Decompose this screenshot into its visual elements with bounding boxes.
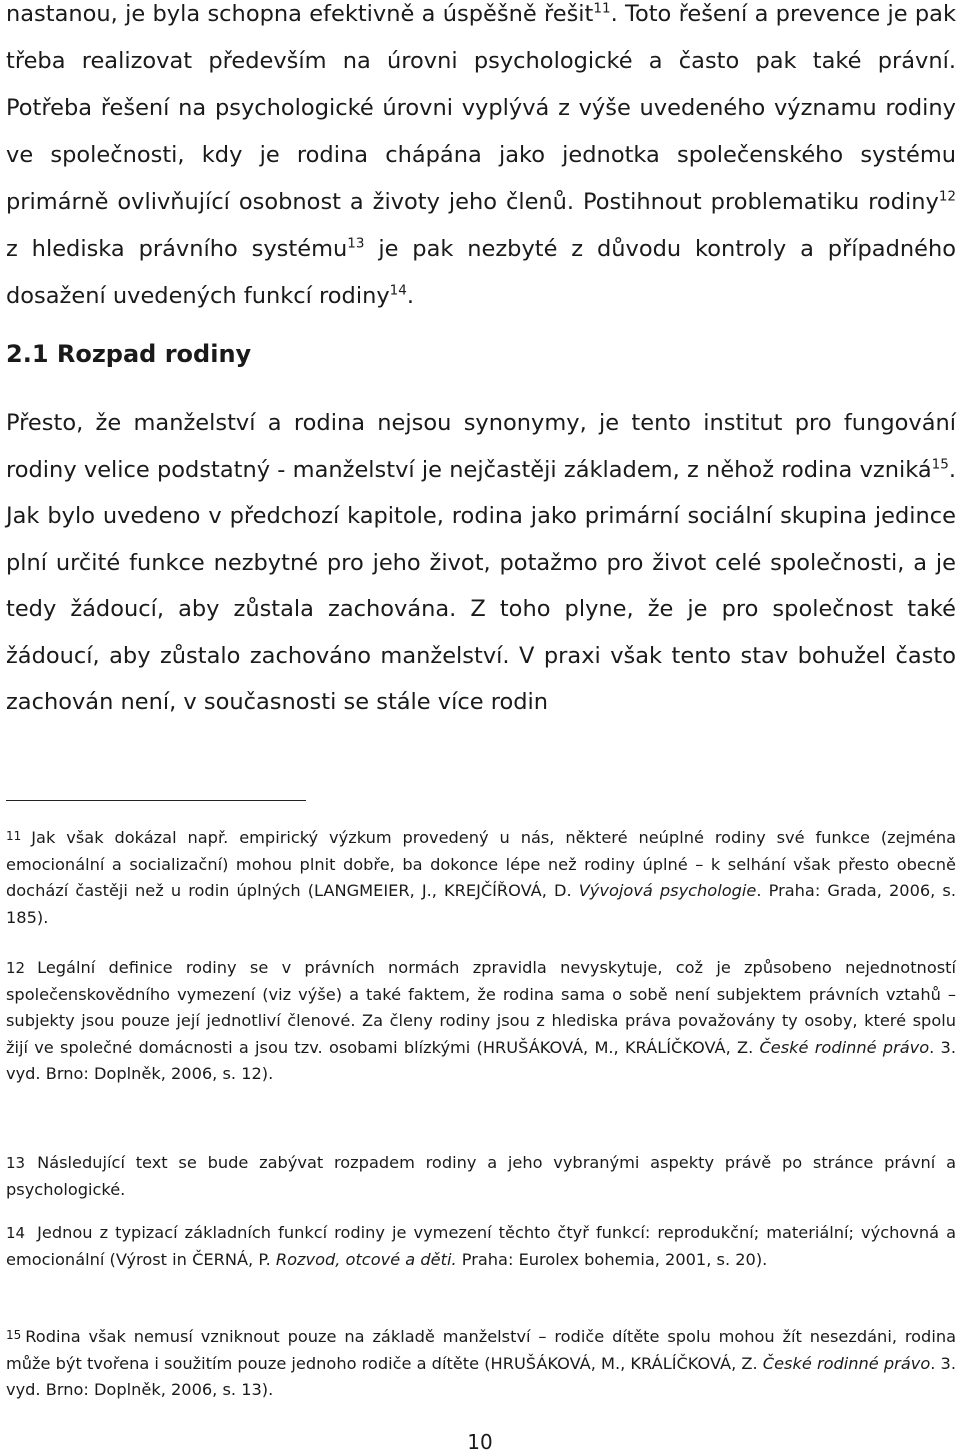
footnote-ref-12[interactable]: 12 (938, 188, 956, 205)
body-paragraph-1: nastanou, je byla schopna efektivně a úspěšně řešit$^{11}$. Toto řešení a prevence je pak třeba realizovat především na úrovni psychologické a často pak také právní. Potřeba řešení na psychologické úrovni vyplývá z výše uvedeného významu rodiny ve společnosti, kdy je rodina chápána jako jednotka společenského systému primárně ovlivňující osobnost a životy jeho členů. Postihnout problematiku rodiny$^{12}$ z hlediska právního systému$^{13}$ je pak nezbyté z důvodu kontroly a případného dosažení uvedených funkcí rodiny$^{14}$. (6, 0, 957, 309)
body-paragraph-2: Přesto, že manželství a rodina nejsou synonymy, je tento institut pro fungování rodiny velice podstatný - manželství je nejčastěji základem, z něhož rodina vzniká$^{15}$. Jak bylo uvedeno v předchozí kapitole, rodina jako primární sociální skupina jedince plní určité funkce nezbytné pro jeho život, potažmo pro život celé společnosti, a je tedy žádoucí, aby zůstala zachována. Z toho plyne, že je pro společnost také žádoucí, aby zůstalo zachováno manželství. V praxi však tento stav bohužel často zachován není, v současnosti se stále více rodin (6, 410, 956, 715)
footnote-separator (6, 800, 306, 801)
footnote-number: 13 (6, 1154, 26, 1172)
footnote-ref-13[interactable]: 13 (347, 235, 365, 252)
footnote-15: 15 Rodina však nemusí vzniknout pouze na základě manželství – rodiče dítěte spolu mohou žít nesezdáni, rodina může být tvořena i soužitím pouze jednoho rodiče a dítěte (HRUŠÁKOVÁ, M., KRÁLÍČKOVÁ, Z. České rodinné právo. 3. vyd. Brno: Doplněk, 2006, s. 13). (6, 1327, 956, 1399)
footnote-number: 14 (6, 1224, 26, 1242)
section-heading: 2.1 Rozpad rodiny (6, 340, 252, 368)
footnote-13: 13 Následující text se bude zabývat rozpadem rodiny a jeho vybranými aspekty právě po stránce právní a psychologické. (6, 1153, 956, 1199)
page-number: 10 (467, 1430, 493, 1454)
footnote-ref-14[interactable]: 14 (389, 282, 407, 299)
footnote-14: 14 Jednou z typizací základních funkcí rodiny je vymezení těchto čtyř funkcí: reprodukční; materiální; výchovná a emocionální (Výrost in ČERNÁ, P. Rozvod, otcové a děti. Praha: Eurolex bohemia, 2001, s. 20). (6, 1223, 956, 1269)
footnote-11: 11 Jak však dokázal např. empirický výzkum provedený u nás, některé neúplné rodiny své funkce (zejména emocionální a socializační) mohou plnit dobře, ba dokonce lépe než rodiny úplné – k selhání však přesto obecně dochází častěji než u rodin úplných (LANGMEIER, J., KREJČÍŘOVÁ, D. Vývojová psychologie. Praha: Grada, 2006, s. 185). (6, 828, 956, 927)
footnote-number: 15 (6, 1328, 22, 1342)
footnote-12: 12 Legální definice rodiny se v právních normách zpravidla nevyskytuje, což je způsobeno nejednotností společenskovědního vymezení (viz výše) a také faktem, že rodina sama o sobě není subjektem právních vztahů – subjekty jsou pouze její jednotliví členové. Za členy rodiny jsou z hlediska práva považovány ty osoby, které spolu žijí ve společné domácnosti a jsou tzv. osobami blízkými (HRUŠÁKOVÁ, M., KRÁLÍČKOVÁ, Z. České rodinné právo. 3. vyd. Brno: Doplněk, 2006, s. 12). (6, 958, 956, 1083)
footnote-number: 12 (6, 959, 26, 977)
footnote-ref-15[interactable]: 15 (931, 456, 949, 472)
footnote-number: 11 (6, 829, 22, 843)
footnote-ref-11[interactable]: 11 (593, 0, 611, 17)
